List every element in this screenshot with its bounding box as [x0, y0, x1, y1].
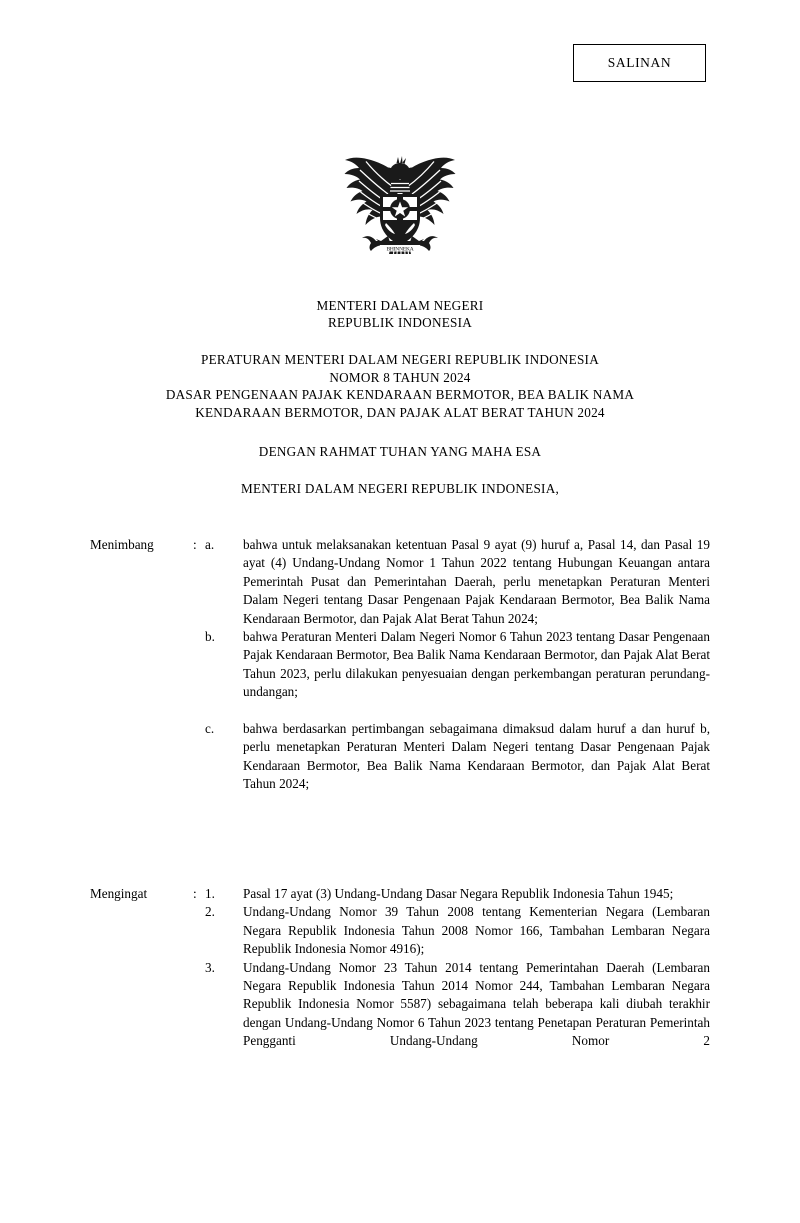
- minister-declaration: [0, 481, 800, 498]
- mengingat-item-1-marker: 1.: [205, 886, 215, 901]
- mengingat-item-1: [205, 885, 710, 903]
- salinan-stamp-label: SALINAN: [607, 55, 672, 71]
- mengingat-item-1-text: Pasal 17 ayat (3) Undang-Undang Dasar Negara Republik Indonesia Tahun 1945;: [243, 886, 674, 901]
- garuda-pancasila-icon: [0, 148, 800, 258]
- mengingat-colon: :: [193, 886, 197, 901]
- menimbang-item-c: [205, 720, 710, 794]
- mengingat-item-2-text: Undang-Undang Nomor 39 Tahun 2008 tentang Kementerian Negara (Lembaran Negara Republik Indonesia Tahun 2008 Nomor 166, Tambahan Lembaran Negara Republik Indonesia Nomor 4916);: [243, 904, 710, 957]
- regulation-number: NOMOR 8 TAHUN 2024: [329, 369, 471, 385]
- menimbang-item-b: [205, 628, 710, 720]
- ministry-header-line-2: REPUBLIK INDONESIA: [327, 314, 473, 330]
- ministry-header: [0, 298, 800, 331]
- ministry-header-line-1: MENTERI DALAM NEGERI: [316, 298, 484, 313]
- menimbang-item-a: [205, 536, 710, 628]
- regulation-subject-line-1: DASAR PENGENAAN PAJAK KENDARAAN BERMOTOR, BEA BALIK NAMA: [165, 387, 635, 402]
- menimbang-item-a-text: bahwa untuk melaksanakan ketentuan Pasal 9 ayat (9) huruf a, Pasal 14, dan Pasal 19 ayat (4) Undang-Undang Nomor 1 Tahun 2022 tentang Hubungan Keuangan antara Pemerintah Pusat dan Pemerintahan Daerah, perlu menetapkan Peraturan Menteri Dalam Negeri tentang Dasar Pengenaan Pajak Kendaraan Bermotor, Bea Balik Nama Kendaraan Bermotor, dan Pajak Alat Berat Tahun 2024;: [243, 537, 710, 626]
- menimbang-item-b-marker: b.: [205, 629, 215, 645]
- mengingat-section: [90, 885, 710, 1069]
- menimbang-item-b-text: bahwa Peraturan Menteri Dalam Negeri Nomor 6 Tahun 2023 tentang Dasar Pengenaan Pajak Kendaraan Bermotor, Bea Balik Nama Kendaraan Bermotor, dan Pajak Alat Berat Tahun 2023, perlu dilakukan penyesuaian dengan perkembangan peraturan perundang-undangan;: [243, 629, 710, 700]
- mengingat-items: [205, 885, 710, 1069]
- regulation-subject-line-2: KENDARAAN BERMOTOR, DAN PAJAK ALAT BERAT TAHUN 2024: [195, 404, 605, 420]
- menimbang-colon: :: [193, 537, 197, 552]
- mengingat-item-2: [205, 903, 710, 958]
- mengingat-label: Mengingat: [90, 886, 148, 901]
- mengingat-item-2-marker: 2.: [205, 904, 215, 920]
- mengingat-item-3-marker: 3.: [205, 959, 215, 975]
- menimbang-label: Menimbang: [90, 537, 154, 552]
- mengingat-item-3: [205, 959, 710, 1069]
- blessing-text: DENGAN RAHMAT TUHAN YANG MAHA ESA: [258, 444, 542, 459]
- salinan-stamp-box: [573, 44, 706, 82]
- minister-declaration-text: MENTERI DALAM NEGERI REPUBLIK INDONESIA,: [240, 481, 560, 496]
- mengingat-item-3-text: Undang-Undang Nomor 23 Tahun 2014 tentang Pemerintahan Daerah (Lembaran Negara Republik Indonesia Tahun 2014 Nomor 244, Tambahan Lembaran Negara Republik Indonesia Nomor 5587) sebagaimana telah beberapa kali diubah terakhir dengan Undang-Undang Nomor 6 Tahun 2023 tentang Penetapan Peraturan Pemerintah Pengganti Undang-Undang Nomor 2: [243, 959, 710, 1049]
- blessing-line: [0, 444, 800, 461]
- menimbang-item-c-text: bahwa berdasarkan pertimbangan sebagaimana dimaksud dalam huruf a dan huruf b, perlu menetapkan Peraturan Menteri Dalam Negeri tentang Dasar Pengenaan Pajak Kendaraan Bermotor, Bea Balik Nama Kendaraan Bermotor, dan Pajak Alat Berat Tahun 2024;: [243, 721, 710, 792]
- menimbang-item-c-marker: c.: [205, 721, 215, 737]
- regulation-title-line-1: PERATURAN MENTERI DALAM NEGERI REPUBLIK INDONESIA: [201, 352, 599, 367]
- svg-text:BHINNEKA: BHINNEKA: [386, 246, 414, 253]
- regulation-title: [0, 351, 800, 421]
- menimbang-item-a-marker: a.: [205, 537, 215, 552]
- menimbang-section: [90, 536, 710, 794]
- menimbang-items: [205, 536, 710, 794]
